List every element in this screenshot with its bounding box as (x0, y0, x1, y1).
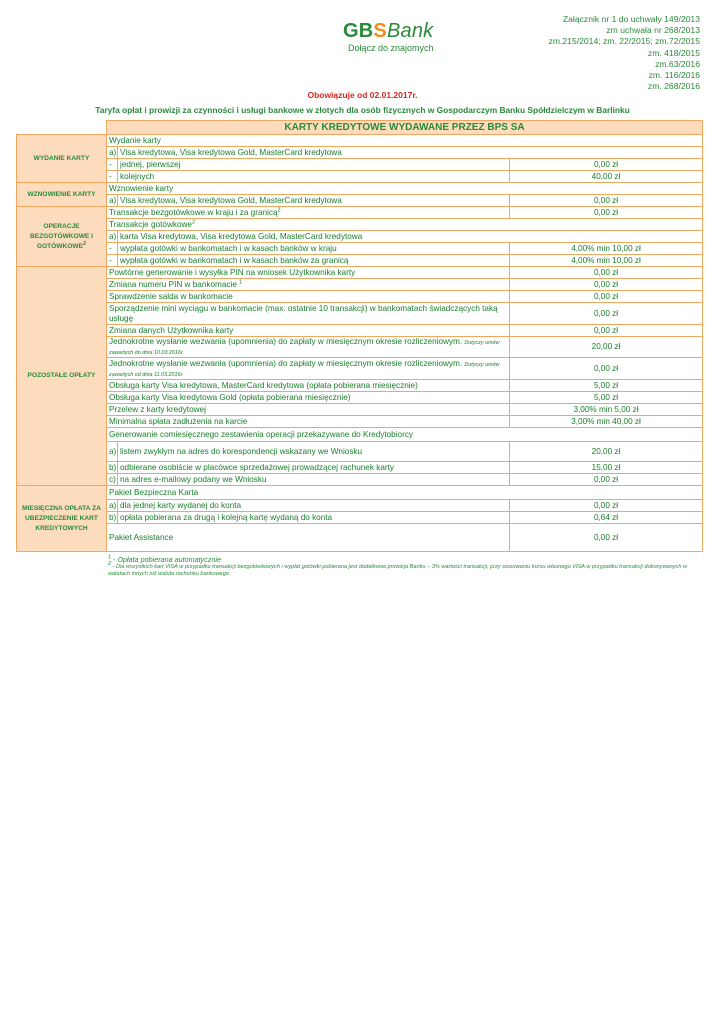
row-marker: a) (107, 147, 118, 159)
row-value: 0,00 zł (510, 291, 703, 303)
row-marker: - (107, 171, 118, 183)
table-row (17, 303, 703, 325)
row-label: dla jednej karty wydanej do konta (118, 500, 510, 512)
table-row (17, 135, 703, 147)
table-row (17, 183, 703, 195)
row-label: Jednokrotne wysłanie wezwania (upomnienia) do zapłaty w miesięcznym okresie rozliczeniowym. Dotyczy umów zawartych od dnia 11.03.2016r. (107, 358, 510, 380)
table-row (17, 207, 703, 219)
row-label: Przelew z karty kredytowej (107, 404, 510, 416)
table-row (17, 219, 703, 231)
annex-line: zm. 268/2016 (647, 81, 700, 92)
row-label: Pakiet Bezpieczna Karta (107, 486, 703, 500)
table-row (17, 442, 703, 462)
annex-line: zm. 418/2015 (647, 47, 700, 58)
row-label: Sporządzenie mini wyciągu w bankomacie (max. ostatnie 10 transakcji) w bankomatach świadczących taką usługę (107, 303, 510, 325)
annex-line: zm.63/2016 (655, 58, 700, 69)
row-value: 3,00% min 5,00 zł (510, 404, 703, 416)
row-value: 0,00 zł (510, 358, 703, 380)
row-marker: a) (107, 195, 118, 207)
annex-line: zm.215/2014; zm. 22/2015; zm.72/2015 (548, 36, 700, 47)
section-operacje: OPERACJE BEZGOTÓWKOWE I GOTÓWKOWE$^2$ (17, 207, 107, 267)
table-row (17, 512, 703, 524)
table-row (17, 243, 703, 255)
row-label: Minimalna spłata zadłużenia na karcie (107, 416, 510, 428)
table-row (17, 428, 703, 442)
table-row (17, 291, 703, 303)
table-row (17, 380, 703, 392)
row-marker: - (107, 243, 118, 255)
fee-table (16, 120, 703, 552)
row-value: 20,00 zł (510, 337, 703, 358)
row-value: 0,00 zł (510, 474, 703, 486)
table-row (17, 279, 703, 291)
table-row (17, 486, 703, 500)
table-row (17, 171, 703, 183)
row-value: 0,00 zł (510, 500, 703, 512)
row-label: opłata pobierana za drugą i kolejną kartę wydaną do konta (118, 512, 510, 524)
footnote-1: $^1$ - Opłata pobierana automatycznie (108, 554, 221, 564)
tariff-title: Taryfa opłat i prowizji za czynności i usługi bankowe w złotych dla osób fizycznych w Gospodarczym Banku Spółdzielczym w Barlinku (95, 105, 630, 115)
row-label: Generowanie comiesięcznego zestawienia operacji przekazywane do Kredytobiorcy (107, 428, 703, 442)
row-label: jednej, pierwszej (118, 159, 510, 171)
table-row (17, 231, 703, 243)
annex-line: zm. 116/2016 (648, 70, 700, 81)
row-marker: b) (107, 512, 118, 524)
row-value: 0,00 zł (510, 325, 703, 337)
row-value: 3,00% min 40,00 zł (510, 416, 703, 428)
row-value: 20,00 zł (510, 442, 703, 462)
row-marker: a) (107, 231, 118, 243)
row-label: Sprawdzenie salda w bankomacie (107, 291, 510, 303)
table-row (17, 358, 703, 380)
row-label: listem zwykłym na adres do korespondencji wskazany we Wniosku (118, 442, 510, 462)
row-label: Zmiana danych Użytkownika karty (107, 325, 510, 337)
row-value: 0,00 zł (510, 267, 703, 279)
row-label: Wznowienie karty (107, 183, 703, 195)
row-label: na adres e-mailowy podany we Wniosku (118, 474, 510, 486)
row-label: Transakcje gotówkowe$^2$ (107, 219, 703, 231)
row-value: 0,00 zł (510, 159, 703, 171)
table-row (17, 195, 703, 207)
table-row (17, 337, 703, 358)
table-row (17, 500, 703, 512)
row-value: 0,00 zł (510, 195, 703, 207)
section-wydanie: WYDANIE KARTY (17, 135, 107, 183)
annex-references (549, 14, 700, 92)
table-row (17, 462, 703, 474)
bank-logo (343, 20, 453, 60)
row-value: 0,00 zł (510, 279, 703, 291)
row-label: Zmiana numeru PIN w bankomacie $^1$ (107, 279, 510, 291)
footnote-2: $^2$ - Dla wszystkich kart VISA w przypadku transakcji bezgotówkowych i wypłat gotówki pobierana jest dodatkowa prowizja Banku – 3% wartości transakcji, przy stosowaniu kursu własnego VISA w przypadku transakcji dokonywanych w walutach innych niż waluta rachunku bankowego (108, 561, 688, 577)
logo-tagline: Dołącz do znajomych (348, 43, 434, 53)
section-miesieczna: MIESIĘCZNA OPŁATA ZA UBEZPIECZENIE KART KREDYTOWYCH (17, 486, 107, 552)
row-label: karta Visa kredytowa, Visa kredytowa Gold, MasterCard kredytowa (118, 231, 703, 243)
section-wznowienie: WZNOWIENIE KARTY (17, 183, 107, 207)
table-row (17, 147, 703, 159)
row-value: 0,00 zł (510, 303, 703, 325)
table-row (17, 404, 703, 416)
row-value: 5,00 zł (510, 380, 703, 392)
row-value: 40,00 zł (510, 171, 703, 183)
row-label: Visa kredytowa, Visa kredytowa Gold, MasterCard kredytowa (118, 147, 703, 159)
row-label: kolejnych (118, 171, 510, 183)
row-value: 0,00 zł (510, 524, 703, 552)
row-label: Obsługa karty Visa kredytowa, MasterCard kredytowa (opłata pobierana miesięcznie) (107, 380, 510, 392)
footnotes (108, 556, 703, 578)
row-label: wypłata gotówki w bankomatach i w kasach banków za granicą (118, 255, 510, 267)
row-value: 5,00 zł (510, 392, 703, 404)
annex-line: zm uchwała nr 268/2013 (606, 25, 700, 36)
effective-date: Obowiązuje od 02.01.2017r. (307, 90, 418, 100)
row-value: 15,00 zł (510, 462, 703, 474)
row-label: Visa kredytowa, Visa kredytowa Gold, MasterCard kredytowa (118, 195, 510, 207)
row-marker: c) (107, 474, 118, 486)
table-row (17, 474, 703, 486)
row-label: Powtórne generowanie i wysyłka PIN na wniosek Użytkownika karty (107, 267, 510, 279)
row-marker: a) (107, 442, 118, 462)
annex-line: Załącznik nr 1 do uchwały 149/2013 (562, 14, 700, 24)
row-marker: - (107, 255, 118, 267)
table-row (17, 267, 703, 279)
section-pozostale: POZOSTAŁE OPŁATY (17, 267, 107, 486)
row-value: 4,00% min 10,00 zł (510, 255, 703, 267)
row-label: odbierane osobiście w placówce sprzedażowej prowadzącej rachunek karty (118, 462, 510, 474)
row-label: Wydanie karty (107, 135, 703, 147)
row-label: wypłata gotówki w bankomatach i w kasach banków w kraju (118, 243, 510, 255)
row-label: Obsługa karty Visa kredytowa Gold (opłata pobierana miesięcznie) (107, 392, 510, 404)
row-label: Jednokrotne wysłanie wezwania (upomnienia) do zapłaty w miesięcznym okresie rozliczeniowym. Dotyczy umów zawartych do dnia 10.03.2016r. (107, 337, 510, 358)
row-value: 0,00 zł (510, 207, 703, 219)
row-marker: a) (107, 500, 118, 512)
table-row (17, 392, 703, 404)
logo-wordmark: GBSBank (343, 20, 434, 42)
table-row (17, 255, 703, 267)
row-marker: - (107, 159, 118, 171)
row-marker: b) (107, 462, 118, 474)
table-title: KARTY KREDYTOWE WYDAWANE PRZEZ BPS SA (107, 121, 703, 135)
row-value: 4,00% min 10,00 zł (510, 243, 703, 255)
row-label: Pakiet Assistance (107, 524, 510, 552)
row-value: 0,64 zł (510, 512, 703, 524)
table-row (17, 416, 703, 428)
row-label: Transakcje bezgotówkowe w kraju i za granicą$^2$ (107, 207, 510, 219)
table-row (17, 325, 703, 337)
table-row (17, 524, 703, 552)
table-row (17, 159, 703, 171)
